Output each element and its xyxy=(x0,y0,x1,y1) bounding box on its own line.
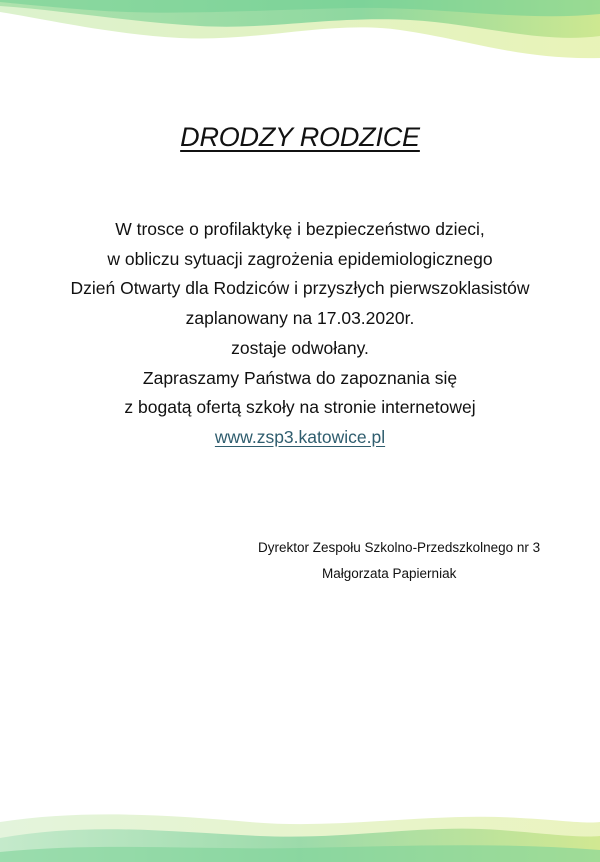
announcement-line: zostaje odwołany. xyxy=(231,337,369,358)
announcement-line: W trosce o profilaktykę i bezpieczeństwo dzieci, xyxy=(115,219,485,239)
announcement-line: z bogatą ofertą szkoły na stronie internetowej xyxy=(124,397,476,418)
page-title: DRODZY RODZICE xyxy=(180,122,420,152)
signature-title: Dyrektor Zespołu Szkolno-Przedszkolnego nr 3 xyxy=(258,540,541,555)
top-wave-decoration xyxy=(0,0,600,70)
school-website-link[interactable]: www.zsp3.katowice.pl xyxy=(214,426,386,447)
signature-block xyxy=(258,535,598,587)
announcement-line: Dzień Otwarty dla Rodziców i przyszłych pierwszoklasistów xyxy=(70,278,530,299)
signature-name: Małgorzata Papierniak xyxy=(322,566,457,581)
announcement-line: w obliczu sytuacji zagrożenia epidemiologicznego xyxy=(107,248,493,269)
announcement-body xyxy=(0,215,600,453)
bottom-wave-decoration xyxy=(0,792,600,862)
announcement-line: zaplanowany na 17.03.2020r. xyxy=(185,308,415,329)
announcement-line: Zapraszamy Państwa do zapoznania się xyxy=(142,367,458,388)
